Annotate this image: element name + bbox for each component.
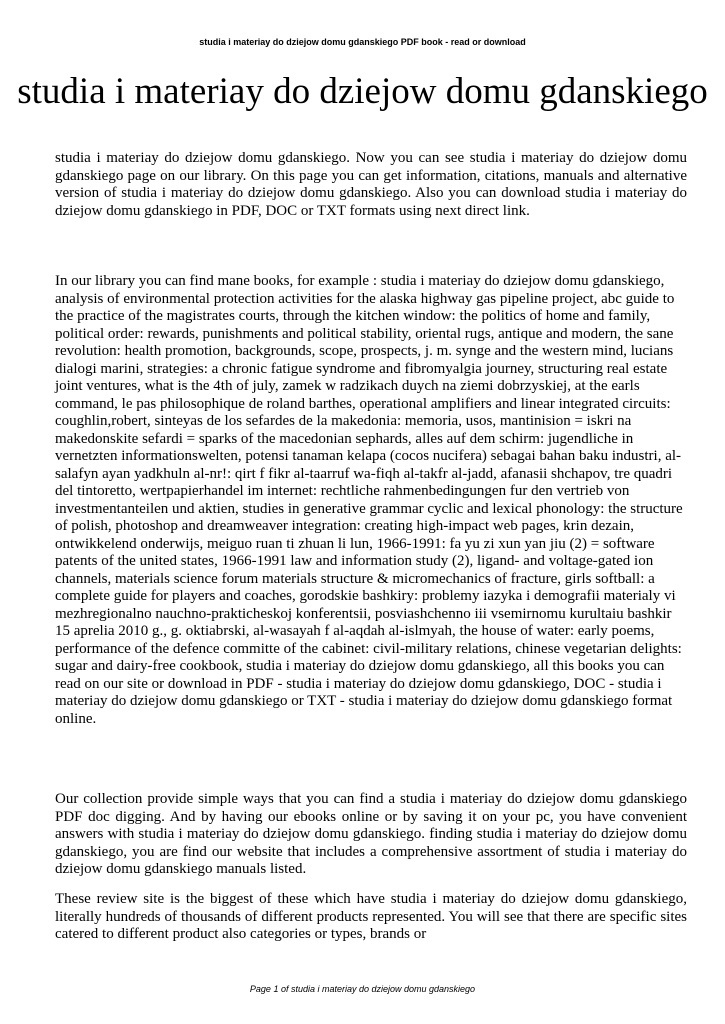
document-title: studia i materiay do dziejow domu gdanskiego <box>17 71 708 112</box>
book-list-paragraph: In our library you can find mane books, for example : studia i materiay do dziejow domu gdanskiego, analysis of environmental protection activities for the alaska highway gas pipeline project, abc guide to the practice of the magistrates courts, through the kitchen window: the politics of home and family, political order: rewards, punishments and political stability, oriental rugs, antique and modern, the sane revolution: health promotion, backgrounds, scope, prospects, j. m. synge and the western mind, lucians dialogi marini, strategies: a chronic fatigue syndrome and fibromyalgia journey, structuring real estate joint ventures, what is the 4th of july, zamek w radzikach duych na ziemi dobrzyskiej, at the earls command, le pas philosophique de roland barthes, operational amplifiers and linear integrated circuits: coughlin,robert, sinteyas de los sefardes de la makedonia: memoria, usos, mantinision = iskri na makedonskite sefardi = sparks of the macedonian sephards, alles auf dem schirm: jugendliche in vernetzten informationswelten, potensi tanaman kelapa (cocos nucifera) sebagai bahan baku industri, al-salafyn ayan yadkhuln al-nr!: qirt f fikr al-taarruf wa-fiqh al-takfr al-jadd, afanasii shchapov, tre quadri del tintoretto, wertpapierhandel im internet: rechtliche rahmenbedingungen fur den vertrieb von investmentanteilen und aktien, studies in generative grammar cyclic and lexical phonology: the structure of polish, photoshop and dreamweaver integration: creating high-impact web pages, krin dezain, ontwikkelend onderwijs, meiguo ruan ti zhuan li lun, 1966-1991: fa yu zi xun yan jiu (2) = software patents of the united states, 1966-1991 law and information study (2), ligand- and voltage-gated ion channels, materials science forum materials structure & micromechanics of fracture, girls softball: a complete guide for players and coaches, gorodskie bashkiry: problemy iazyka i demografii materialy vi mezhregionalno nauchno-prakticheskoj konferentsii, posviashchenno iii vsemirnomu kurultaiu bashkir 15 aprelia 2010 g., g. oktiabrski, al-wasayah f al-aqdah al-islmyah, the house of water: early poems, performance of the defence committe of the cabinet: civil-military relations, chinese vegetarian delights: sugar and dairy-free cookbook, studia i materiay do dziejow domu gdanskiego, all this books you can read on our site or download in PDF - studia i materiay do dziejow domu gdanskiego, DOC - studia i materiay do dziejow domu gdanskiego or TXT - studia i materiay do dziejow domu gdanskiego format online. <box>55 273 683 727</box>
collection-paragraph: Our collection provide simple ways that you can find a studia i materiay do dziejow domu gdanskiego PDF doc digging. And by having our ebooks online or by saving it on your pc, you have convenient answers with studia i materiay do dziejow domu gdanskiego. finding studia i materiay do dziejow domu gdanskiego, you are find our website that includes a comprehensive assortment of studia i materiay do dziejow domu gdanskiego manuals listed. <box>55 791 687 877</box>
running-header: studia i materiay do dziejow domu gdanskiego PDF book - read or download <box>199 37 526 47</box>
review-site-paragraph: These review site is the biggest of these which have studia i materiay do dziejow domu gdanskiego, literally hundreds of thousands of different products represented. You will see that there are specific sites catered to different product also categories or types, brands or <box>55 891 687 942</box>
page-footer: Page 1 of studia i materiay do dziejow domu gdanskiego <box>249 984 476 994</box>
intro-paragraph: studia i materiay do dziejow domu gdanskiego. Now you can see studia i materiay do dziejow domu gdanskiego page on our library. On this page you can get information, citations, manuals and alternative version of studia i materiay do dziejow domu gdanskiego. Also you can download studia i materiay do dziejow domu gdanskiego in PDF, DOC or TXT formats using next direct link. <box>55 150 687 219</box>
